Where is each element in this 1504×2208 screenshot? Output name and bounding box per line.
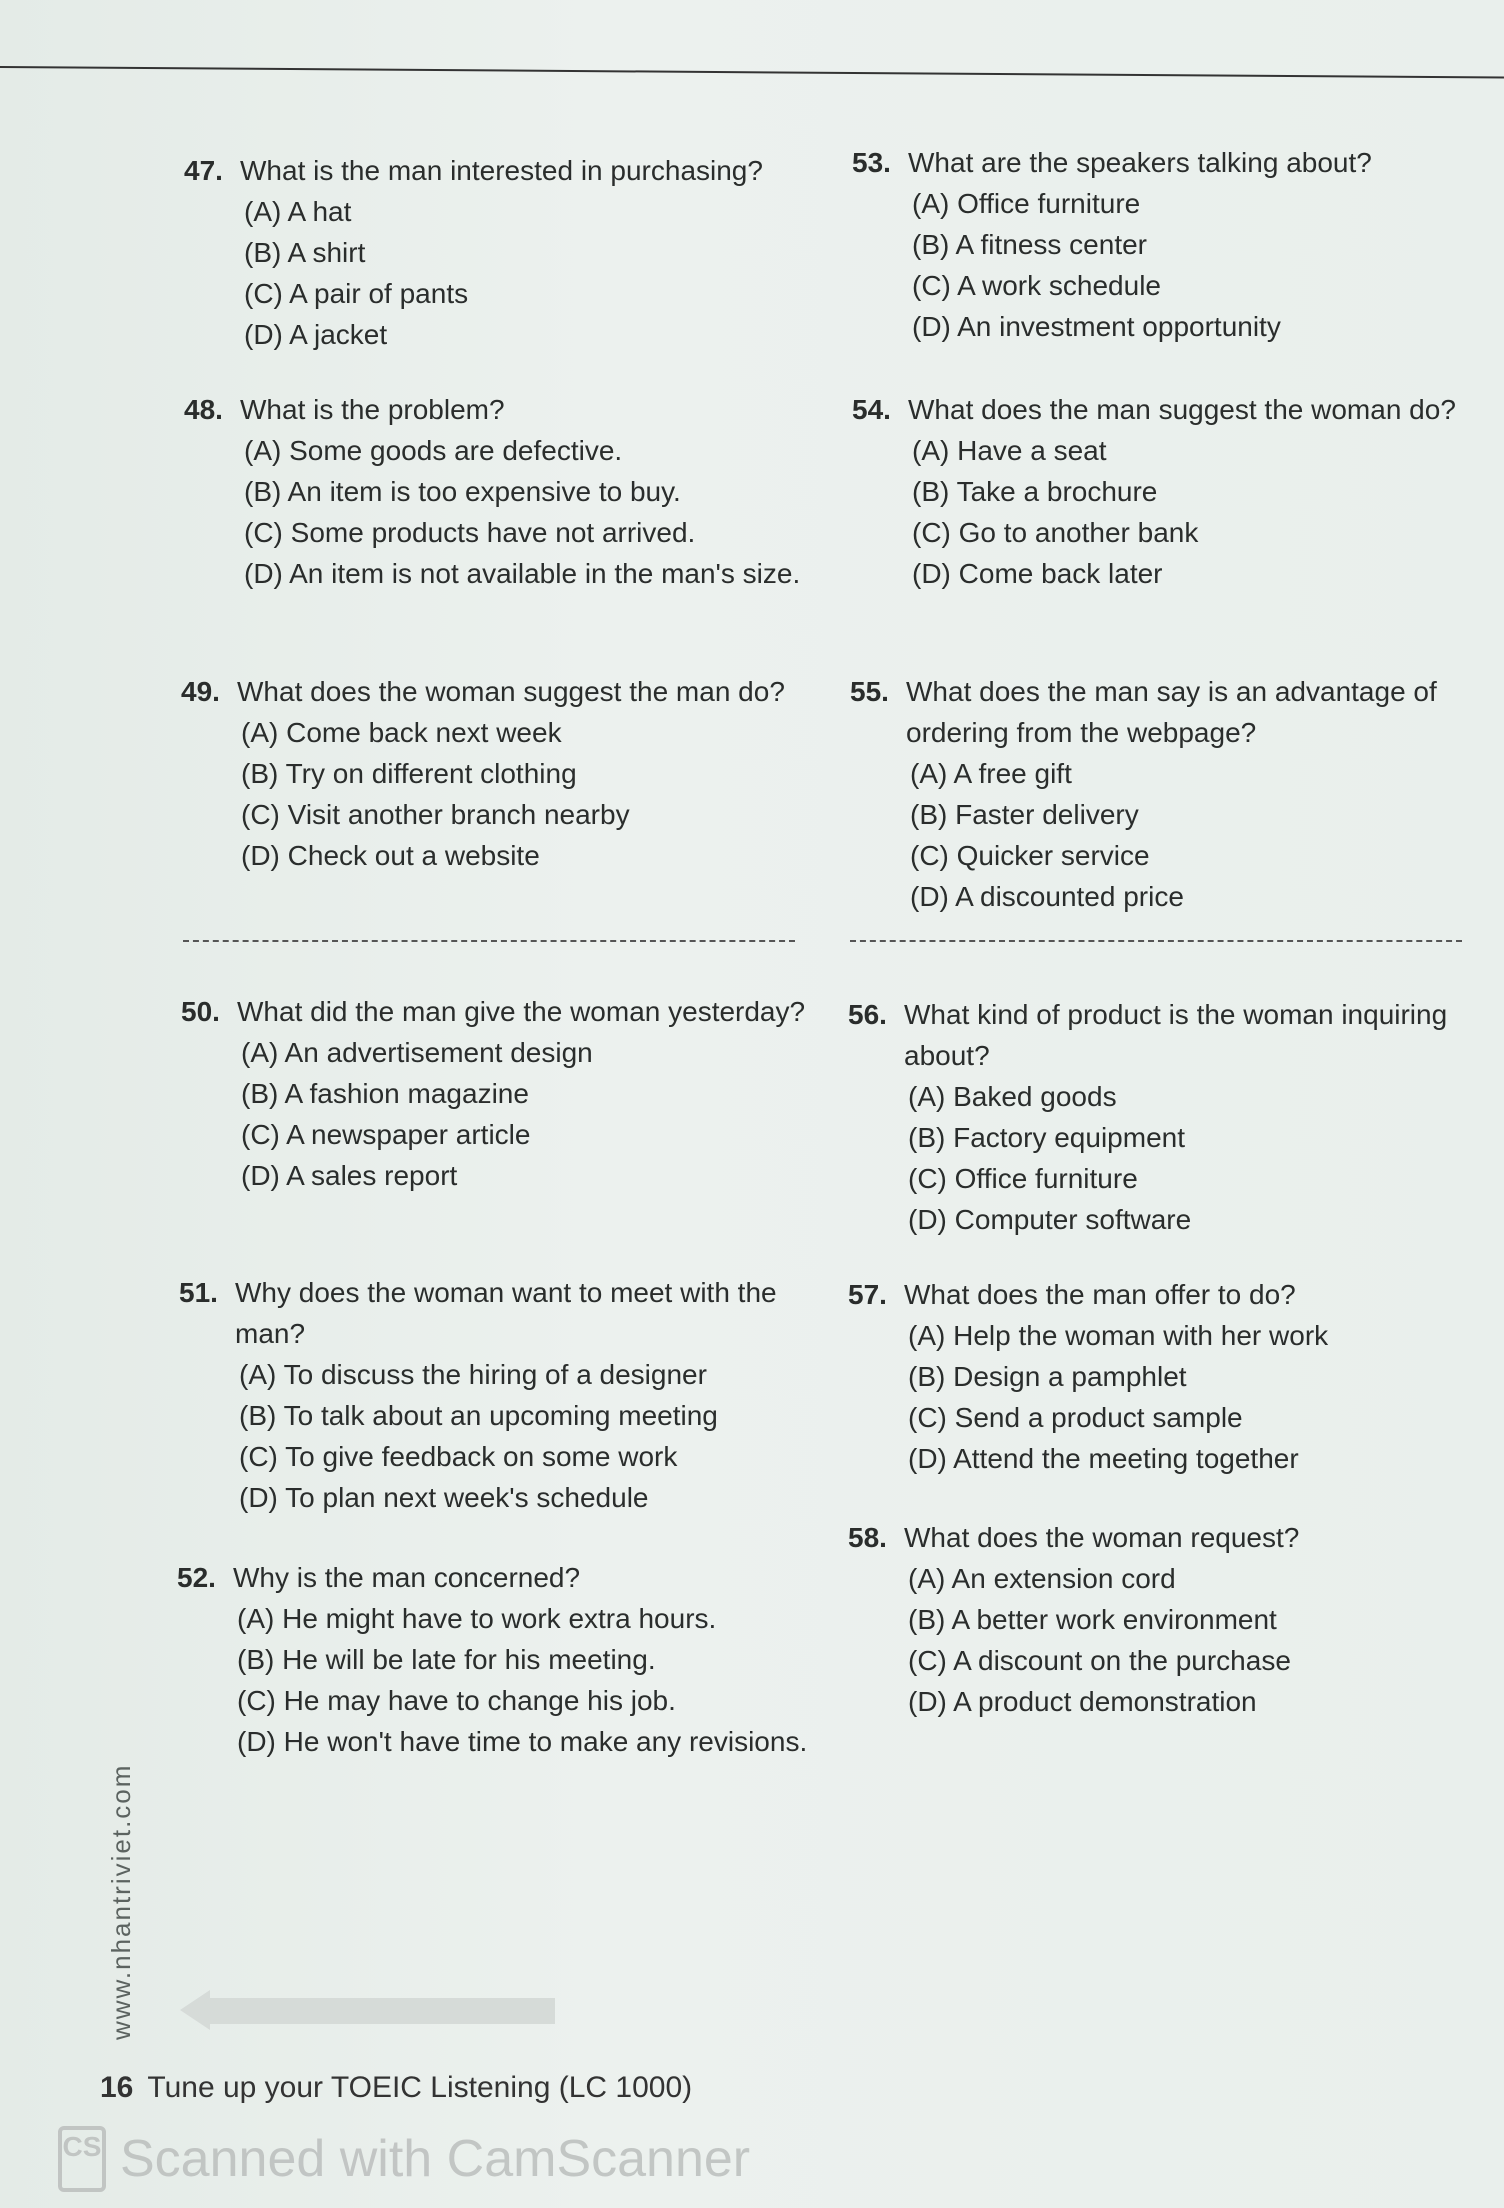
answer-option: (D) A product demonstration: [908, 1686, 1257, 1717]
answer-option: (B) He will be late for his meeting.: [237, 1644, 656, 1675]
question-stem: What kind of product is the woman inquiring about?: [904, 999, 1448, 1071]
question-stem: What does the man offer to do?: [904, 1279, 1296, 1310]
answer-option: (A) An extension cord: [908, 1563, 1176, 1594]
answer-option: (A) Some goods are defective.: [244, 435, 623, 466]
question-55: [850, 671, 1495, 917]
question-stem: What does the man say is an advantage of ordering from the webpage?: [906, 676, 1437, 748]
side-url: www.nhantriviet.com: [106, 1763, 136, 2040]
question-number: 49.: [181, 676, 220, 707]
answer-option: (C) Send a product sample: [908, 1402, 1243, 1433]
question-stem: Why is the man concerned?: [233, 1562, 581, 1593]
answer-option: (A) To discuss the hiring of a designer: [239, 1359, 707, 1390]
watermark-text: Scanned with CamScanner: [120, 2130, 751, 2188]
answer-option: (C) Quicker service: [910, 840, 1150, 871]
answer-option: (A) Office furniture: [912, 188, 1141, 219]
answer-option: (D) A sales report: [241, 1160, 458, 1191]
answer-option: (D) Attend the meeting together: [908, 1443, 1299, 1474]
question-51: [179, 1272, 829, 1518]
question-57: [848, 1274, 1493, 1479]
question-stem: Why does the woman want to meet with the man?: [235, 1277, 777, 1349]
answer-option: (C) A work schedule: [912, 270, 1161, 301]
page-number: 16: [100, 2071, 134, 2104]
question-48: [184, 389, 834, 594]
question-number: 52.: [177, 1562, 216, 1593]
answer-option: (B) A shirt: [244, 237, 366, 268]
answer-option: (A) An advertisement design: [241, 1037, 593, 1068]
question-53: [852, 142, 1497, 347]
question-number: 47.: [184, 155, 223, 186]
question-stem: What is the man interested in purchasing?: [240, 155, 763, 186]
question-number: 55.: [850, 676, 889, 707]
question-58: [848, 1517, 1493, 1722]
answer-option: (B) Factory equipment: [908, 1122, 1185, 1153]
answer-option: (B) A better work environment: [908, 1604, 1277, 1635]
answer-option: (B) Take a brochure: [912, 476, 1158, 507]
question-number: 53.: [852, 147, 891, 178]
answer-option: (C) To give feedback on some work: [239, 1441, 678, 1472]
answer-option: (B) To talk about an upcoming meeting: [239, 1400, 718, 1431]
answer-option: (A) Have a seat: [912, 435, 1107, 466]
answer-option: (C) Some products have not arrived.: [244, 517, 696, 548]
question-number: 54.: [852, 394, 891, 425]
answer-option: (D) Check out a website: [241, 840, 540, 871]
arrow-left-icon: [180, 1990, 555, 2030]
header-rule: [0, 66, 1504, 78]
question-50: [181, 991, 831, 1196]
answer-option: (D) A jacket: [244, 319, 388, 350]
answer-option: (D) An item is not available in the man's size.: [244, 558, 801, 589]
footer: [100, 2070, 692, 2106]
question-number: 57.: [848, 1279, 887, 1310]
answer-option: (D) To plan next week's schedule: [239, 1482, 649, 1513]
answer-option: (C) Visit another branch nearby: [241, 799, 630, 830]
answer-option: (B) Design a pamphlet: [908, 1361, 1187, 1392]
answer-option: (A) A free gift: [910, 758, 1072, 789]
answer-option: (B) A fashion magazine: [241, 1078, 529, 1109]
camscanner-watermark: [58, 2126, 750, 2192]
answer-option: (A) He might have to work extra hours.: [237, 1603, 717, 1634]
answer-option: (B) Try on different clothing: [241, 758, 577, 789]
question-stem: What are the speakers talking about?: [908, 147, 1372, 178]
answer-option: (A) A hat: [244, 196, 352, 227]
question-number: 48.: [184, 394, 223, 425]
answer-option: (D) He won't have time to make any revisions.: [237, 1726, 808, 1757]
question-stem: What is the problem?: [240, 394, 505, 425]
answer-option: (B) An item is too expensive to buy.: [244, 476, 681, 507]
answer-option: (D) Come back later: [912, 558, 1163, 589]
question-number: 58.: [848, 1522, 887, 1553]
answer-option: (B) A fitness center: [912, 229, 1147, 260]
question-stem: What did the man give the woman yesterday?: [237, 996, 806, 1027]
camscanner-logo: CS: [58, 2126, 106, 2192]
answer-option: (C) He may have to change his job.: [237, 1685, 676, 1716]
question-number: 50.: [181, 996, 220, 1027]
question-54: [852, 389, 1497, 594]
question-stem: What does the woman request?: [904, 1522, 1300, 1553]
question-stem: What does the man suggest the woman do?: [908, 394, 1456, 425]
answer-option: (D) An investment opportunity: [912, 311, 1281, 342]
answer-option: (A) Baked goods: [908, 1081, 1117, 1112]
question-number: 51.: [179, 1277, 218, 1308]
question-47: [184, 150, 834, 355]
book-title: Tune up your TOEIC Listening (LC 1000): [147, 2071, 693, 2104]
answer-option: (C) A pair of pants: [244, 278, 469, 309]
question-stem: What does the woman suggest the man do?: [237, 676, 785, 707]
answer-option: (C) A newspaper article: [241, 1119, 531, 1150]
question-49: [181, 671, 831, 876]
answer-option: (C) A discount on the purchase: [908, 1645, 1291, 1676]
question-52: [177, 1557, 827, 1762]
answer-option: (C) Office furniture: [908, 1163, 1138, 1194]
answer-option: (D) A discounted price: [910, 881, 1184, 912]
answer-option: (A) Help the woman with her work: [908, 1320, 1329, 1351]
answer-option: (C) Go to another bank: [912, 517, 1199, 548]
answer-option: (A) Come back next week: [241, 717, 562, 748]
divider-right: [850, 940, 1462, 942]
question-number: 56.: [848, 999, 887, 1030]
answer-option: (D) Computer software: [908, 1204, 1192, 1235]
question-56: [848, 994, 1493, 1240]
answer-option: (B) Faster delivery: [910, 799, 1139, 830]
divider-left: [183, 940, 795, 942]
